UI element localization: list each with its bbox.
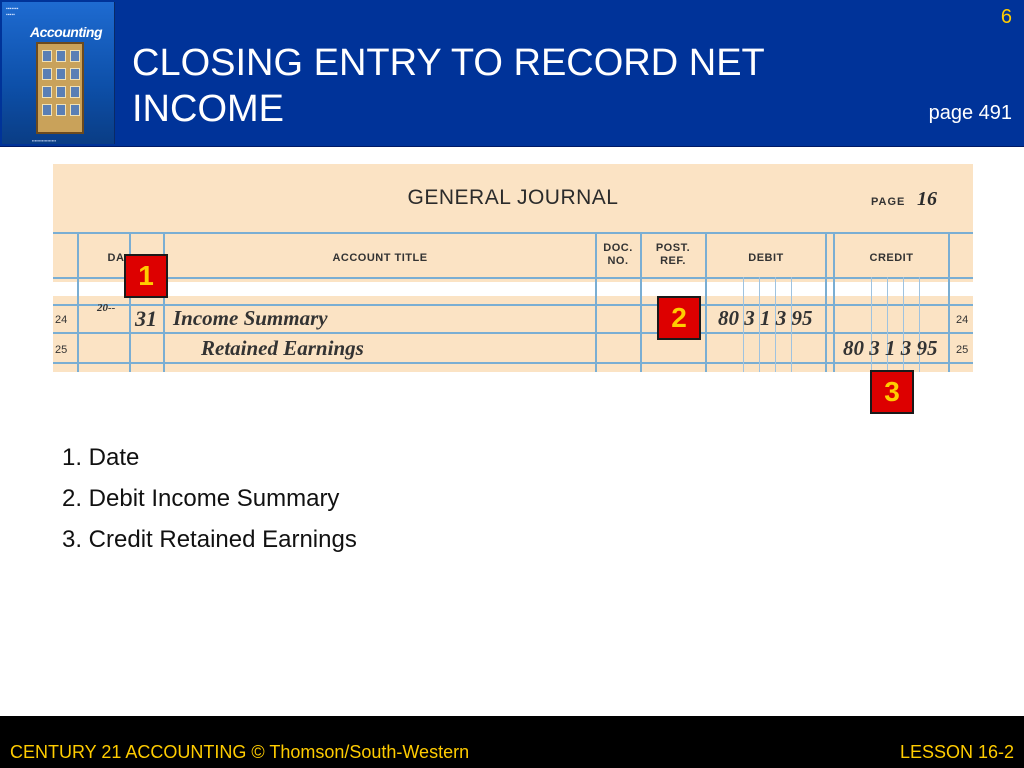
col-header-debit: DEBIT	[748, 252, 784, 264]
book-cover-building-illustration	[36, 42, 84, 134]
row-line-number: 25	[55, 344, 68, 356]
col-header-doc-no	[596, 242, 640, 268]
row-account: Retained Earnings	[201, 336, 364, 360]
col-header-post-line2: REF.	[660, 255, 686, 267]
row-line-number-right: 25	[956, 344, 969, 356]
footer-copyright: CENTURY 21 ACCOUNTING © Thomson/South-Western	[10, 742, 470, 762]
journal-rule	[53, 332, 973, 334]
book-cover-brand: Accounting	[30, 24, 102, 40]
callout-1-date: 1	[124, 254, 168, 298]
general-journal	[53, 164, 973, 372]
steps-list	[62, 440, 357, 563]
slide-footer	[0, 716, 1024, 768]
page-reference: page 491	[928, 102, 1012, 124]
journal-page-label: PAGE	[871, 196, 906, 208]
journal-rule	[53, 277, 973, 279]
row-day: 31	[135, 306, 157, 331]
step-item: 2. Debit Income Summary	[62, 485, 340, 512]
callout-3-credit: 3	[870, 370, 914, 414]
book-cover-authors-strip: ▪▪▪▪▪▪▪▪▪▪▪▪▪▪▪▪▪	[32, 138, 57, 143]
slide-number: 6	[1000, 6, 1012, 28]
col-header-account-title: ACCOUNT TITLE	[332, 252, 428, 264]
slide-title: CLOSING ENTRY TO RECORD NET INCOME	[132, 42, 765, 130]
row-line-number-right: 24	[956, 314, 969, 326]
col-header-post-line1: POST.	[655, 242, 691, 254]
journal-col-rule	[948, 232, 950, 372]
book-cover-small-print: ▪▪▪▪▪▪▪ ▪▪▪▪▪	[6, 6, 19, 18]
footer-lesson: LESSON 16-2	[899, 742, 1014, 762]
row-line-number: 24	[55, 314, 68, 326]
book-cover-image	[2, 2, 115, 144]
journal-page-number: 16	[917, 188, 937, 210]
journal-col-rule	[825, 232, 827, 372]
col-header-doc-line2: NO.	[607, 255, 629, 267]
col-header-credit: CREDIT	[869, 252, 914, 264]
callout-2-debit: 2	[657, 296, 701, 340]
row-year: 20--	[97, 302, 116, 314]
slide-header	[0, 0, 1024, 147]
col-header-doc-line1: DOC.	[603, 242, 633, 254]
row-debit-amount: 80 3 1 3 95	[718, 306, 813, 330]
col-header-post-ref	[641, 242, 705, 268]
row-account: Income Summary	[173, 306, 328, 330]
journal-title: GENERAL JOURNAL	[407, 186, 619, 209]
journal-gap	[53, 282, 973, 296]
col-header-date: DA	[107, 252, 125, 264]
step-item: 3. Credit Retained Earnings	[62, 526, 357, 553]
journal-col-rule	[77, 232, 79, 372]
journal-rule	[53, 232, 973, 234]
step-item: 1. Date	[62, 444, 140, 471]
row-credit-amount: 80 3 1 3 95	[843, 336, 938, 360]
journal-rule	[53, 362, 973, 364]
